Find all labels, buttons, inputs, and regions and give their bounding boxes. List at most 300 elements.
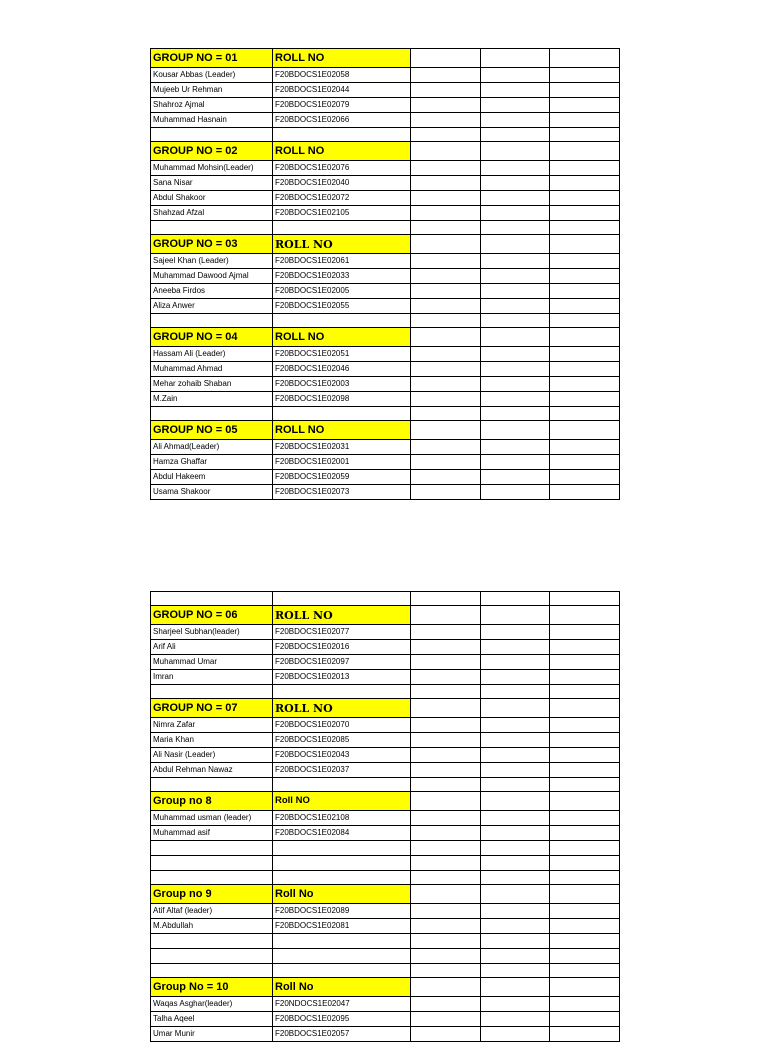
table-row: [151, 113, 620, 128]
member-roll: F20BDOCS1E02005: [273, 284, 411, 299]
member-roll: F20BDOCS1E02031: [273, 440, 411, 455]
spacer-row: [151, 871, 620, 885]
empty-cell: [550, 748, 620, 763]
member-name: Abdul Rehman Nawaz: [151, 763, 273, 778]
empty-cell: [481, 191, 550, 206]
empty-cell: [481, 455, 550, 470]
member-roll: F20BDOCS1E02003: [273, 377, 411, 392]
member-name: Abdul Hakeem: [151, 470, 273, 485]
member-roll: [273, 856, 411, 871]
empty-cell: [273, 592, 411, 606]
group-table-2: [150, 591, 620, 1042]
roll-header: Roll NO: [273, 792, 411, 811]
empty-cell: [481, 392, 550, 407]
empty-cell: [550, 964, 620, 978]
empty-cell: [411, 49, 481, 68]
empty-cell: [550, 98, 620, 113]
table-row: [151, 856, 620, 871]
empty-cell: [411, 142, 481, 161]
empty-cell: [550, 284, 620, 299]
member-name: Muhammad Mohsin(Leader): [151, 161, 273, 176]
group-label: Group No = 10: [151, 978, 273, 997]
member-name: Arif Ali: [151, 640, 273, 655]
roll-header: ROLL NO: [273, 328, 411, 347]
group-label: Group no 8: [151, 792, 273, 811]
empty-cell: [481, 606, 550, 625]
empty-cell: [411, 440, 481, 455]
empty-cell: [481, 347, 550, 362]
empty-cell: [481, 919, 550, 934]
member-roll: F20BDOCS1E02033: [273, 269, 411, 284]
empty-cell: [151, 964, 273, 978]
member-roll: F20BDOCS1E02072: [273, 191, 411, 206]
member-roll: F20BDOCS1E02057: [273, 1027, 411, 1042]
empty-cell: [411, 811, 481, 826]
roll-header: ROLL NO: [273, 606, 411, 625]
empty-cell: [550, 176, 620, 191]
empty-cell: [550, 221, 620, 235]
empty-cell: [273, 778, 411, 792]
empty-cell: [481, 113, 550, 128]
empty-cell: [481, 206, 550, 221]
member-name: Muhammad Ahmad: [151, 362, 273, 377]
empty-cell: [481, 485, 550, 500]
empty-cell: [481, 718, 550, 733]
roll-header: ROLL NO: [273, 49, 411, 68]
group-label: GROUP NO = 04: [151, 328, 273, 347]
member-name: Sana Nisar: [151, 176, 273, 191]
member-roll: F20BDOCS1E02089: [273, 904, 411, 919]
empty-cell: [481, 440, 550, 455]
empty-cell: [411, 98, 481, 113]
empty-cell: [411, 778, 481, 792]
empty-cell: [481, 778, 550, 792]
empty-cell: [273, 128, 411, 142]
empty-cell: [411, 206, 481, 221]
empty-cell: [481, 997, 550, 1012]
empty-cell: [481, 592, 550, 606]
member-name: [151, 841, 273, 856]
empty-cell: [481, 142, 550, 161]
empty-cell: [411, 841, 481, 856]
empty-cell: [481, 792, 550, 811]
table-row: [151, 904, 620, 919]
member-roll: F20BDOCS1E02040: [273, 176, 411, 191]
empty-cell: [411, 299, 481, 314]
empty-cell: [273, 685, 411, 699]
member-roll: F20BDOCS1E02097: [273, 655, 411, 670]
table-row: [151, 83, 620, 98]
empty-cell: [550, 235, 620, 254]
empty-cell: [550, 49, 620, 68]
empty-cell: [550, 328, 620, 347]
member-name: Muhammad asif: [151, 826, 273, 841]
empty-cell: [550, 919, 620, 934]
table-row: [151, 1012, 620, 1027]
member-roll: F20BDOCS1E02046: [273, 362, 411, 377]
empty-cell: [411, 421, 481, 440]
empty-cell: [550, 377, 620, 392]
empty-cell: [550, 841, 620, 856]
empty-cell: [151, 407, 273, 421]
empty-cell: [411, 934, 481, 949]
empty-cell: [411, 904, 481, 919]
empty-cell: [411, 347, 481, 362]
empty-cell: [481, 670, 550, 685]
member-roll: F20BDOCS1E02073: [273, 485, 411, 500]
group-header-row: [151, 235, 620, 254]
empty-cell: [273, 407, 411, 421]
member-roll: F20BDOCS1E02043: [273, 748, 411, 763]
empty-cell: [481, 284, 550, 299]
table-row: [151, 919, 620, 934]
member-name: Talha Aqeel: [151, 1012, 273, 1027]
empty-cell: [151, 128, 273, 142]
group-label: Group no 9: [151, 885, 273, 904]
table-row: [151, 733, 620, 748]
member-name: Aliza Anwer: [151, 299, 273, 314]
empty-cell: [550, 978, 620, 997]
spacer-row: [151, 407, 620, 421]
table-row: [151, 640, 620, 655]
member-name: M.Abdullah: [151, 919, 273, 934]
member-roll: [273, 934, 411, 949]
table-row: [151, 161, 620, 176]
empty-cell: [411, 176, 481, 191]
empty-cell: [550, 347, 620, 362]
member-roll: F20BDOCS1E02037: [273, 763, 411, 778]
empty-cell: [550, 670, 620, 685]
empty-cell: [550, 826, 620, 841]
member-name: Waqas Asghar(leader): [151, 997, 273, 1012]
empty-cell: [481, 949, 550, 964]
empty-cell: [481, 841, 550, 856]
member-roll: F20BDOCS1E02066: [273, 113, 411, 128]
group-header-row: [151, 421, 620, 440]
empty-cell: [481, 362, 550, 377]
member-roll: F20BDOCS1E02076: [273, 161, 411, 176]
empty-cell: [550, 440, 620, 455]
member-roll: F20NDOCS1E02047: [273, 997, 411, 1012]
table-row: [151, 206, 620, 221]
empty-cell: [550, 161, 620, 176]
table-row: [151, 763, 620, 778]
member-roll: F20BDOCS1E02081: [273, 919, 411, 934]
table-row: [151, 625, 620, 640]
empty-cell: [550, 128, 620, 142]
member-roll: F20BDOCS1E02098: [273, 392, 411, 407]
empty-cell: [481, 934, 550, 949]
table-row: [151, 949, 620, 964]
member-name: Hassam Ali (Leader): [151, 347, 273, 362]
table-row: [151, 485, 620, 500]
empty-cell: [151, 221, 273, 235]
empty-cell: [411, 470, 481, 485]
member-name: [151, 949, 273, 964]
empty-cell: [481, 733, 550, 748]
empty-cell: [550, 421, 620, 440]
table-row: [151, 748, 620, 763]
empty-cell: [411, 314, 481, 328]
member-roll: F20BDOCS1E02070: [273, 718, 411, 733]
empty-cell: [481, 161, 550, 176]
member-name: Usama Shakoor: [151, 485, 273, 500]
spacer-row: [151, 592, 620, 606]
empty-cell: [411, 949, 481, 964]
table-row: [151, 98, 620, 113]
member-roll: F20BDOCS1E02095: [273, 1012, 411, 1027]
table-row: [151, 362, 620, 377]
table-row: [151, 347, 620, 362]
empty-cell: [411, 792, 481, 811]
empty-cell: [411, 592, 481, 606]
empty-cell: [481, 314, 550, 328]
empty-cell: [481, 328, 550, 347]
group-header-row: [151, 49, 620, 68]
empty-cell: [151, 592, 273, 606]
empty-cell: [151, 314, 273, 328]
empty-cell: [550, 811, 620, 826]
roll-header: ROLL NO: [273, 235, 411, 254]
table-row: [151, 455, 620, 470]
empty-cell: [481, 421, 550, 440]
member-name: Atif Altaf (leader): [151, 904, 273, 919]
empty-cell: [151, 778, 273, 792]
empty-cell: [151, 685, 273, 699]
empty-cell: [481, 269, 550, 284]
empty-cell: [411, 871, 481, 885]
empty-cell: [550, 885, 620, 904]
empty-cell: [273, 314, 411, 328]
group-header-row: [151, 978, 620, 997]
empty-cell: [411, 978, 481, 997]
empty-cell: [481, 904, 550, 919]
table-row: [151, 826, 620, 841]
empty-cell: [550, 485, 620, 500]
empty-cell: [550, 592, 620, 606]
member-name: Sharjeel Subhan(leader): [151, 625, 273, 640]
empty-cell: [411, 485, 481, 500]
empty-cell: [411, 826, 481, 841]
empty-cell: [481, 885, 550, 904]
member-roll: F20BDOCS1E02001: [273, 455, 411, 470]
empty-cell: [481, 221, 550, 235]
group-label: GROUP NO = 07: [151, 699, 273, 718]
table-row: [151, 934, 620, 949]
member-roll: F20BDOCS1E02044: [273, 83, 411, 98]
member-roll: F20BDOCS1E02059: [273, 470, 411, 485]
spacer-row: [151, 221, 620, 235]
empty-cell: [481, 640, 550, 655]
empty-cell: [550, 655, 620, 670]
table-row: [151, 440, 620, 455]
empty-cell: [550, 269, 620, 284]
empty-cell: [481, 871, 550, 885]
empty-cell: [411, 1012, 481, 1027]
group-label: GROUP NO = 05: [151, 421, 273, 440]
empty-cell: [550, 407, 620, 421]
empty-cell: [550, 1027, 620, 1042]
member-name: Muhammad usman (leader): [151, 811, 273, 826]
member-roll: [273, 949, 411, 964]
table-row: [151, 269, 620, 284]
empty-cell: [273, 221, 411, 235]
table-row: [151, 176, 620, 191]
empty-cell: [481, 856, 550, 871]
member-roll: F20BDOCS1E02058: [273, 68, 411, 83]
empty-cell: [481, 655, 550, 670]
empty-cell: [411, 685, 481, 699]
empty-cell: [411, 997, 481, 1012]
group-table-1: [150, 48, 620, 500]
empty-cell: [550, 1012, 620, 1027]
empty-cell: [481, 254, 550, 269]
empty-cell: [550, 113, 620, 128]
empty-cell: [411, 718, 481, 733]
table-row: [151, 191, 620, 206]
member-roll: [273, 841, 411, 856]
empty-cell: [411, 964, 481, 978]
member-roll: F20BDOCS1E02084: [273, 826, 411, 841]
empty-cell: [550, 640, 620, 655]
empty-cell: [550, 997, 620, 1012]
empty-cell: [550, 455, 620, 470]
empty-cell: [481, 128, 550, 142]
member-name: Shahzad Afzal: [151, 206, 273, 221]
empty-cell: [550, 699, 620, 718]
member-name: Hamza Ghaffar: [151, 455, 273, 470]
group-header-row: [151, 328, 620, 347]
empty-cell: [550, 68, 620, 83]
member-name: Mujeeb Ur Rehman: [151, 83, 273, 98]
table-row: [151, 841, 620, 856]
member-roll: F20BDOCS1E02061: [273, 254, 411, 269]
empty-cell: [481, 176, 550, 191]
roll-header: ROLL NO: [273, 421, 411, 440]
table-row: [151, 68, 620, 83]
empty-cell: [550, 191, 620, 206]
empty-cell: [550, 949, 620, 964]
table-row: [151, 655, 620, 670]
empty-cell: [411, 748, 481, 763]
empty-cell: [481, 978, 550, 997]
empty-cell: [550, 392, 620, 407]
empty-cell: [481, 235, 550, 254]
empty-cell: [481, 1012, 550, 1027]
empty-cell: [411, 670, 481, 685]
empty-cell: [151, 871, 273, 885]
member-name: Sajeel Khan (Leader): [151, 254, 273, 269]
spacer-row: [151, 778, 620, 792]
member-name: [151, 934, 273, 949]
empty-cell: [481, 625, 550, 640]
empty-cell: [550, 778, 620, 792]
empty-cell: [481, 826, 550, 841]
empty-cell: [550, 142, 620, 161]
spacer-row: [151, 128, 620, 142]
member-roll: F20BDOCS1E02013: [273, 670, 411, 685]
empty-cell: [481, 964, 550, 978]
member-roll: F20BDOCS1E02055: [273, 299, 411, 314]
empty-cell: [411, 113, 481, 128]
empty-cell: [550, 856, 620, 871]
empty-cell: [550, 299, 620, 314]
table-row: [151, 997, 620, 1012]
empty-cell: [411, 377, 481, 392]
empty-cell: [411, 362, 481, 377]
empty-cell: [411, 919, 481, 934]
empty-cell: [550, 625, 620, 640]
empty-cell: [550, 206, 620, 221]
member-name: M.Zain: [151, 392, 273, 407]
empty-cell: [550, 792, 620, 811]
empty-cell: [411, 606, 481, 625]
empty-cell: [481, 763, 550, 778]
empty-cell: [550, 254, 620, 269]
member-name: Imran: [151, 670, 273, 685]
empty-cell: [411, 407, 481, 421]
empty-cell: [481, 68, 550, 83]
member-name: Aneeba Firdos: [151, 284, 273, 299]
table-row: [151, 284, 620, 299]
empty-cell: [411, 763, 481, 778]
group-header-row: [151, 606, 620, 625]
empty-cell: [481, 49, 550, 68]
empty-cell: [411, 235, 481, 254]
member-name: Nimra Zafar: [151, 718, 273, 733]
empty-cell: [550, 763, 620, 778]
member-name: Kousar Abbas (Leader): [151, 68, 273, 83]
table-row: [151, 1027, 620, 1042]
member-roll: F20BDOCS1E02085: [273, 733, 411, 748]
empty-cell: [481, 377, 550, 392]
member-name: Mehar zohaib Shaban: [151, 377, 273, 392]
empty-cell: [550, 470, 620, 485]
spacer-row: [151, 964, 620, 978]
empty-cell: [411, 655, 481, 670]
empty-cell: [481, 407, 550, 421]
member-roll: F20BDOCS1E02077: [273, 625, 411, 640]
member-roll: F20BDOCS1E02051: [273, 347, 411, 362]
roll-header: ROLL NO: [273, 699, 411, 718]
roll-header: ROLL NO: [273, 142, 411, 161]
member-name: Ali Nasir (Leader): [151, 748, 273, 763]
group-label: GROUP NO = 03: [151, 235, 273, 254]
empty-cell: [411, 221, 481, 235]
table-row: [151, 718, 620, 733]
empty-cell: [481, 299, 550, 314]
empty-cell: [550, 934, 620, 949]
member-roll: F20BDOCS1E02079: [273, 98, 411, 113]
group-label: GROUP NO = 02: [151, 142, 273, 161]
empty-cell: [481, 83, 550, 98]
member-name: Muhammad Umar: [151, 655, 273, 670]
empty-cell: [411, 83, 481, 98]
empty-cell: [481, 98, 550, 113]
empty-cell: [411, 68, 481, 83]
empty-cell: [411, 328, 481, 347]
empty-cell: [411, 392, 481, 407]
empty-cell: [411, 856, 481, 871]
member-name: Muhammad Dawood Ajmal: [151, 269, 273, 284]
group-label: GROUP NO = 06: [151, 606, 273, 625]
empty-cell: [411, 699, 481, 718]
empty-cell: [550, 314, 620, 328]
member-name: Umar Munir: [151, 1027, 273, 1042]
group-header-row: [151, 142, 620, 161]
empty-cell: [411, 191, 481, 206]
empty-cell: [411, 640, 481, 655]
